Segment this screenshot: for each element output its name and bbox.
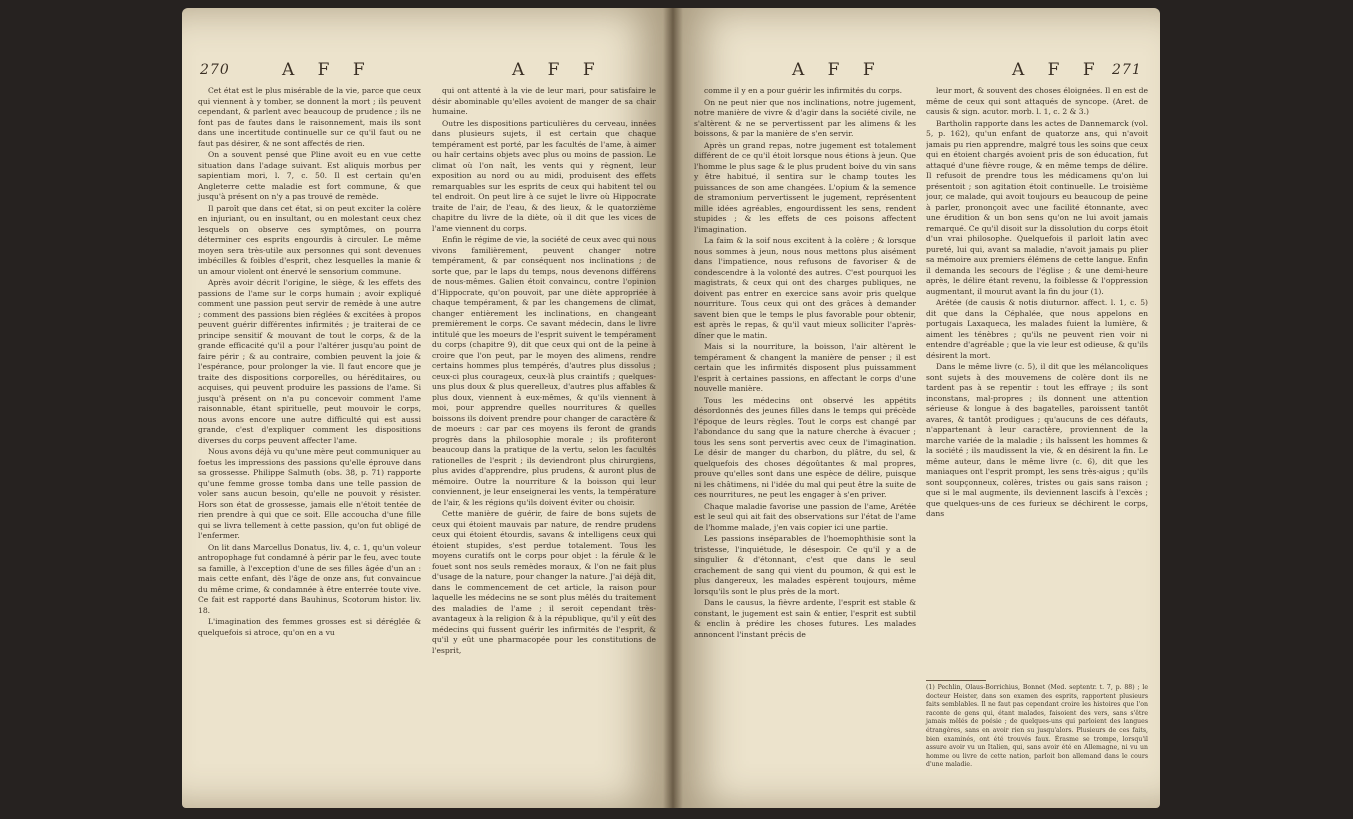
paragraph: Chaque maladie favorise une passion de l'ame, Arétée est le seul qui ait fait des observations sur l'état de l'ame de l'homme malade, j'en vais copier ici une partie. [694, 501, 916, 532]
paragraph: La faim & la soif nous excitent à la colère ; & lorsque nous sommes à jeun, nous nous mettons plus aisément dans l'impatience, nous refusons de favoriser & de condescendre à la volonté des autres. C'est pourquoi les magistrats, & ceux qui ont des charges publiques, ne doivent pas entrer en exercice sans avoir pris quelque nourriture. Tous ceux qui ont des grâces à demander savent bien que le temps le plus favorable pour obtenir, est après le repas, & qu'il vaut mieux solliciter l'après-dîner que le matin. [694, 236, 916, 340]
running-head: A F F [1012, 60, 1104, 80]
paragraph: L'imagination des femmes grosses est si déréglée & quelquefois si atroce, qu'on en a vu [198, 617, 421, 637]
paragraph: Tous les médecins ont observé les appétits désordonnés des jeunes filles dans le temps qui précède l'époque de leurs règles. Tout le corps est changé par l'abondance du sang que la nature cherche à évacuer ; tous les sens sont pervertis avec ceux de l'imagination. Le désir de manger du charbon, du plâtre, du sel, & quelquefois des choses dégoûtantes & mal propres, prouve qu'elles sont dans une espèce de délire, puisque ni les châtimens, ni l'idée du mal qui peut être la suite de ces nourritures, ne peut les engager à s'en priver. [694, 395, 916, 499]
paragraph: Mais si la nourriture, la boisson, l'air altèrent le tempérament & changent la manière de penser ; il est certain que les infirmités disposent plus puissamment l'esprit à certaines passions, en affectant le corps d'une nouvelle manière. [694, 342, 916, 393]
paragraph: Après un grand repas, notre jugement est totalement différent de ce qu'il étoit lorsque nous étions à jeun. Que l'homme le plus sage & le plus prudent boive du vin sans y être habitué, il sentira sur le champ toutes les puissances de son ame changées. L'opium & la semence de stramonium pervertissent le jugement, représentent mille idées agréables, engourdissent les sens, rendent stupides ; & les effets de ces poisons affectent l'imagination. [694, 140, 916, 234]
paragraph: Cette manière de guérir, de faire de bons sujets de ceux qui étoient mauvais par nature, de rendre prudens ceux qui étoient étourdis, savans & intelligens ceux qui étoient stupides, s'est perdue totalement. Tous les moyens curatifs ont le corps pour objet : la férule & le fouet sont nos seuls remèdes moraux, & l'on ne fait plus d'usage de la nature, pour changer la nature. J'ai déjà dit, dans le commencement de cet article, la raison pour laquelle les médecins ne se sont plus mêlés du traitement des maladies de l'ame ; il seroit cependant très-avantageux à la religion & à la république, qu'il y eût des médecins qui fussent guérir les infirmités de l'esprit, & qu'il y eût une pharmacopée pour les constitutions de l'esprit, [432, 509, 656, 655]
paragraph: On a souvent pensé que Pline avoit eu en vue cette situation dans l'adage suivant. Est aliquis morbus per sapientiam mori, l. 7, c. 50. Il est certain qu'en Angleterre cette maladie est fort commune, & que jusqu'à présent on n'y a pas trouvé de remède. [198, 150, 421, 201]
paragraph: On lit dans Marcellus Donatus, liv. 4, c. 1, qu'un voleur antropophage fut condamné à périr par le feu, avec toute sa famille, à l'exception d'une de ses filles âgée d'un an : mais cette enfant, dès l'âge de onze ans, fut convaincue du même crime, & condamnée à être enterrée toute vive. Ce fait est rapporté dans Bauhinus, Scotorum histor. liv. 18. [198, 542, 421, 615]
paragraph: Il paroît que dans cet état, si on peut exciter la colère en injuriant, ou en insultant, ou en molestant ceux chez lesquels on observe ces symptômes, on pourra déterminer ces esprits engourdis à circuler. Le même moyen sera très-utile aux personnes qui sont devenues imbécilles & foibles d'esprit, chez lesquelles la manie & un amour violent ont énervé le sensorium commune. [198, 203, 421, 276]
text-column-right [432, 86, 656, 657]
paragraph: Bartholin rapporte dans les actes de Dannemarck (vol. 5, p. 162), qu'un enfant de quatorze ans, qui n'avoit jamais pu rien apprendre, malgré tous les soins que ceux qui en étoient chargés avoient pris de son éducation, fut attaqué d'une fièvre rouge, & en même temps de délire. Il refusoit de prendre tous les médicamens qu'on lui présentoit ; son agitation étoit continuelle. Le troisième jour, ce malade, qui avoit toujours eu beaucoup de peine à parler, prononçoit avec une facilité étonnante, avec une érudition & un bon sens qu'on ne lui avoit jamais remarqué. Ce qu'il disoit sur la dissolution du corps étoit d'un vrai philosophe. Quelquefois il parloit latin avec pureté, lui qui, avant sa maladie, n'avoit jamais pu plier sa mémoire aux premiers élémens de cette langue. Enfin il demanda les secours de l'église ; & une demi-heure après, le délire étant revenu, la foiblesse & l'oppression augmentant, il mourut avant la fin du jour (1). [926, 118, 1148, 296]
paragraph: Arétée (de causis & notis diuturnor. affect. l. 1, c. 5) dit que dans la Céphalée, que nous appelons en portugais Laxaqueca, les malades fuient la lumière, & aiment les ténèbres ; qu'ils ne peuvent rien voir ni entendre d'agréable ; que la vie leur est odieuse, & qu'ils désirent la mort. [926, 298, 1148, 360]
paragraph: qui ont attenté à la vie de leur mari, pour satisfaire le désir abominable qu'elles avoient de manger de sa chair humaine. [432, 86, 656, 116]
paragraph: Nous avons déjà vu qu'une mère peut communiquer au foetus les impressions des passions qu'elle éprouve dans sa grossesse. Philippe Salmuth (obs. 38, p. 71) rapporte qu'une femme grosse tomba dans une telle passion de voler sans aucun besoin, qu'elle ne pouvoit y résister. Hors son état de grossesse, jamais elle n'étoit tentée de rien prendre à qui que ce soit. Elle accoucha d'une fille qui se livra tellement à cette passion, qu'on fut obligé de l'enfermer. [198, 447, 421, 540]
page-number: 270 [200, 62, 230, 78]
right-page [672, 8, 1160, 808]
paragraph: Les passions inséparables de l'hoemophthisie sont la tristesse, l'inquiétude, le désespoir. Ce qu'il y a de singulier & d'étonnant, c'est que dans le seul crachement de sang qui vient du poumon, & qui est le plus dangereux, les malades espèrent toujours, même lorsqu'ils sont le plus près de la mort. [694, 534, 916, 596]
paragraph: leur mort, & souvent des choses éloignées. Il en est de même de ceux qui sont attaqués de syncope. (Aret. de causis & sign. acutor. morb. l. 1, c. 2 & 3.) [926, 86, 1148, 116]
text-column-left [694, 86, 916, 641]
running-head: A F F [792, 60, 884, 80]
book-gutter [663, 8, 683, 808]
footnote-rule [926, 680, 986, 681]
footnote: (1) Pechlin, Olaus-Borrichius, Bonnet (Med. septentr. t. 7, p. 88) ; le docteur Heister, dans son examen des esprits, rapportent plusieurs faits semblables. Il ne faut pas cependant croire les histoires que l'on raconte de gens qui, étant malades, faisoient des vers, sans s'être jamais mêlés de poésie ; de quelques-uns qui parloient des langues étrangères, sans en avoir rien su jusqu'alors. Plusieurs de ces faits, bien examinés, ont été trouvés faux. Érasme se trompe, lorsqu'il assure avoir vu un Italien, qui, sans avoir été en Allemagne, ni vu un homme ou livre de cette nation, parloit bon allemand dans le cours d'une maladie. [926, 684, 1148, 769]
page-number: 271 [1112, 62, 1142, 78]
text-column-right [926, 86, 1148, 676]
running-head: A F F [512, 60, 604, 80]
paragraph: Après avoir décrit l'origine, le siège, & les effets des passions de l'ame sur le corps humain ; avoir expliqué comment une passion peut servir de remède à une autre ; comment des passions bien réglées & excitées à propos peuvent guérir différentes infirmités ; je traiterai de ce principe sensitif & mouvant de tout le corps, & de la grande efficacité qu'il a pour l'altérer jusqu'au point de faire périr ; & au contraire, combien peuvent la joie & l'espérance, pour prolonger la vie. Il faut encore que je traite des dispositions corporelles, ou héréditaires, ou acquises, qui peuvent produire les passions de l'ame. Si jusqu'à présent on n'a pu concevoir comment l'ame raisonnable, étant spirituelle, peut mouvoir le corps, nous avons encore une autre difficulté qui est aussi grande, c'est d'expliquer comment les dispositions diverses du corps peuvent affecter l'ame. [198, 278, 421, 445]
running-head: A F F [282, 60, 374, 80]
paragraph: On ne peut nier que nos inclinations, notre jugement, notre manière de vivre & d'agir dans la société civile, ne s'altèrent & ne se pervertissent par les alimens & les boissons, & par la manière de s'en servir. [694, 97, 916, 138]
left-page [182, 8, 672, 808]
paragraph: Outre les dispositions particulières du cerveau, innées dans plusieurs sujets, il est certain que chaque tempérament est porté, par les facultés de l'ame, à aimer ou haïr certains objets avec plus ou moins de passion. Le climat où l'on naît, les vents qui y règnent, leur exposition au nord ou au midi, produisent des effets remarquables sur les esprits de ceux qui habitent tel ou tel endroit. On peut lire à ce sujet le livre où Hippocrate traite de l'air, de l'eau, & des lieux, & le quatorzième chapitre du livre de la diète, où il dit que les vices de l'ame viennent du corps. [432, 118, 656, 233]
paragraph: Cet état est le plus misérable de la vie, parce que ceux qui viennent à y tomber, se donnent la mort ; ils peuvent cependant, & parlent avec beaucoup de prudence ; ils ne font pas de fautes dans le raisonnement, mais ils sont dans une incertitude continuelle sur ce qu'il faut ou ne faut pas désirer, & ne sont affectés de rien. [198, 86, 421, 148]
paragraph: comme il y en a pour guérir les infirmités du corps. [704, 86, 903, 95]
paragraph: Dans le causus, la fièvre ardente, l'esprit est stable & constant, le jugement est sain & entier, l'esprit est subtil & enclin à prédire les choses futures. Les malades annoncent l'instant précis de [694, 598, 916, 639]
paragraph: Enfin le régime de vie, la société de ceux avec qui nous vivons familièrement, peuvent changer notre tempérament, & par conséquent nos inclinations ; de sorte que, par le laps du temps, nous devenons différens de nous-mêmes. Galien étoit convaincu, contre l'opinion d'Hippocrate, qu'on pouvoit, par une diète appropriée à chaque tempérament, & par les changemens de climat, changer entièrement les inclinations, en changeant premièrement le corps. Ce savant médecin, dans le livre intitulé que les moeurs de l'esprit suivent le tempérament du corps (chapitre 9), dit que ceux qui ont de la peine à croire que l'on peut, par le moyen des alimens, rendre certains hommes plus tempérés, d'autres plus dissolus ; ceux-ci plus courageux, ceux-là plus craintifs ; quelques-uns plus doux & plus querelleux, d'autres plus affables & plus doux, viennent à eux-mêmes, & qu'ils viennent à moi, pour apprendre quelles nourritures & quelles boissons ils doivent prendre pour changer de caractère & de moeurs : car par ces moyens ils feront de grands progrès dans la philosophie morale ; ils profiteront beaucoup dans la pratique de la vertu, selon les facultés rationelles de l'esprit ; ils deviendront plus chirurgiens, plus avides d'apprendre, plus prudens, & auront plus de mémoire. Outre la nourriture & la boisson qui leur conviennent, je leur enseignerai les vents, la température de l'air, & les régions qu'ils doivent éviter ou choisir. [432, 235, 656, 507]
text-column-left [198, 86, 421, 639]
paragraph: Dans le même livre (c. 5), il dit que les mélancoliques sont sujets à des mouvemens de colère dont ils ne tardent pas à se repentir : tout les effraye ; ils sont inconstans, mal-propres ; ils donnent une attention sérieuse & longue à des bagatelles, paroissent tantôt avares, & tantôt prodigues ; qu'aucuns de ces défauts, n'appartenant à leur caractère, proviennent de la marche variée de la maladie ; ils haïssent les hommes & la société ; ils maudissent la vie, & en désirent la fin. Le même auteur, dans le même livre (c. 6), dit que les maniaques ont l'esprit prompt, les sens très-aigus ; qu'ils sont soupçonneux, colères, tristes ou gais sans raison ; que si le mal augmente, ils deviennent lascifs à l'excès ; que quelques-uns de ces furieux se déchirent le corps, dans [926, 362, 1148, 518]
